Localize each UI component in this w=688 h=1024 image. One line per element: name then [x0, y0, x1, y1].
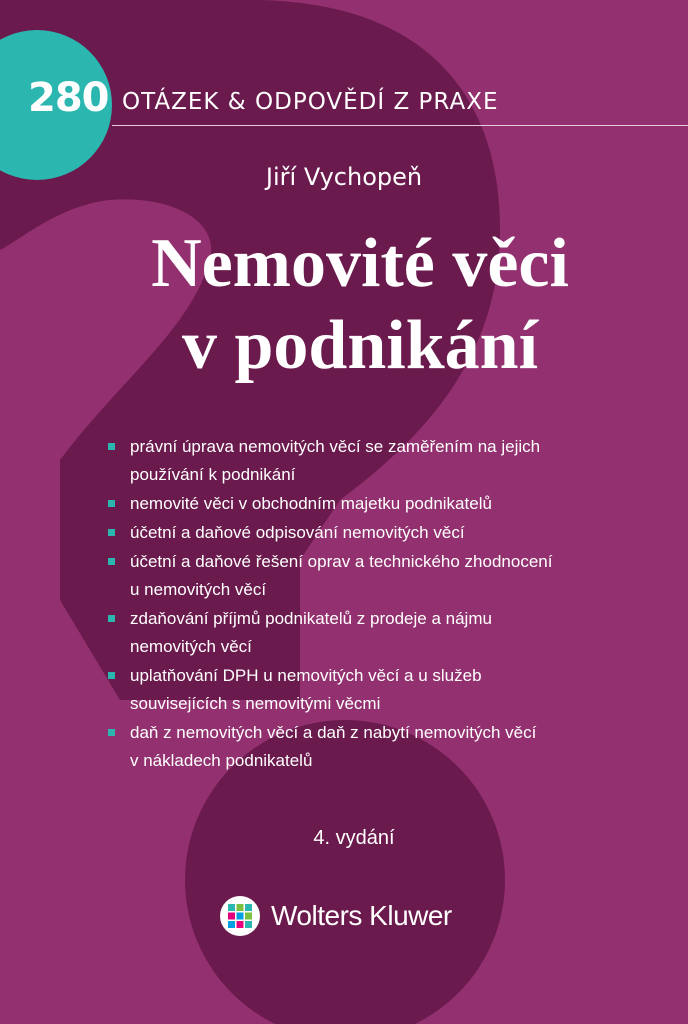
bullet-square-icon	[108, 729, 115, 736]
topic-line: u nemovitých věcí	[130, 580, 267, 599]
book-title-line-2: v podnikání	[181, 307, 539, 384]
topic-line: souvisejících s nemovitými věcmi	[130, 694, 381, 713]
topic-item	[108, 605, 668, 661]
bullet-square-icon	[108, 615, 115, 622]
bullet-square-icon	[108, 558, 115, 565]
topic-line: uplatňování DPH u nemovitých věcí a u služeb	[130, 666, 482, 685]
author-name: Jiří Vychopeň	[265, 163, 423, 191]
topic-item	[108, 433, 668, 489]
badge-number: 280	[28, 75, 109, 121]
publisher-name: Wolters Kluwer	[271, 900, 452, 931]
bullet-square-icon	[108, 500, 115, 507]
bullet-square-icon	[108, 443, 115, 450]
publisher-logo	[219, 894, 452, 938]
topic-item	[108, 490, 668, 518]
topic-line: nemovité věci v obchodním majetku podnikatelů	[130, 494, 492, 513]
bullet-square-icon	[108, 672, 115, 679]
topic-line: právní úprava nemovitých věcí se zaměřením na jejich	[130, 437, 541, 456]
topic-line: účetní a daňové řešení oprav a technického zhodnocení	[130, 552, 553, 571]
series-title: OTÁZEK & ODPOVĚDÍ Z PRAXE	[122, 89, 499, 115]
topic-item	[108, 519, 668, 547]
topic-item	[108, 662, 668, 718]
book-title-line-1: Nemovité věci	[151, 225, 569, 302]
wolters-kluwer-logo-icon	[219, 895, 261, 937]
topic-line: účetní a daňové odpisování nemovitých věcí	[130, 523, 465, 542]
bullet-square-icon	[108, 529, 115, 536]
topic-line: používání k podnikání	[130, 465, 296, 484]
topic-line: v nákladech podnikatelů	[130, 751, 313, 770]
book-title	[40, 223, 680, 387]
series-divider	[112, 125, 688, 126]
topic-list	[108, 433, 668, 776]
edition-label: 4. vydání	[313, 827, 395, 849]
topic-item	[108, 719, 668, 775]
topic-line: zdaňování příjmů podnikatelů z prodeje a nájmu	[130, 609, 492, 628]
topic-item	[108, 548, 668, 604]
topic-line: daň z nemovitých věcí a daň z nabytí nemovitých věcí	[130, 723, 537, 742]
topic-line: nemovitých věcí	[130, 637, 252, 656]
